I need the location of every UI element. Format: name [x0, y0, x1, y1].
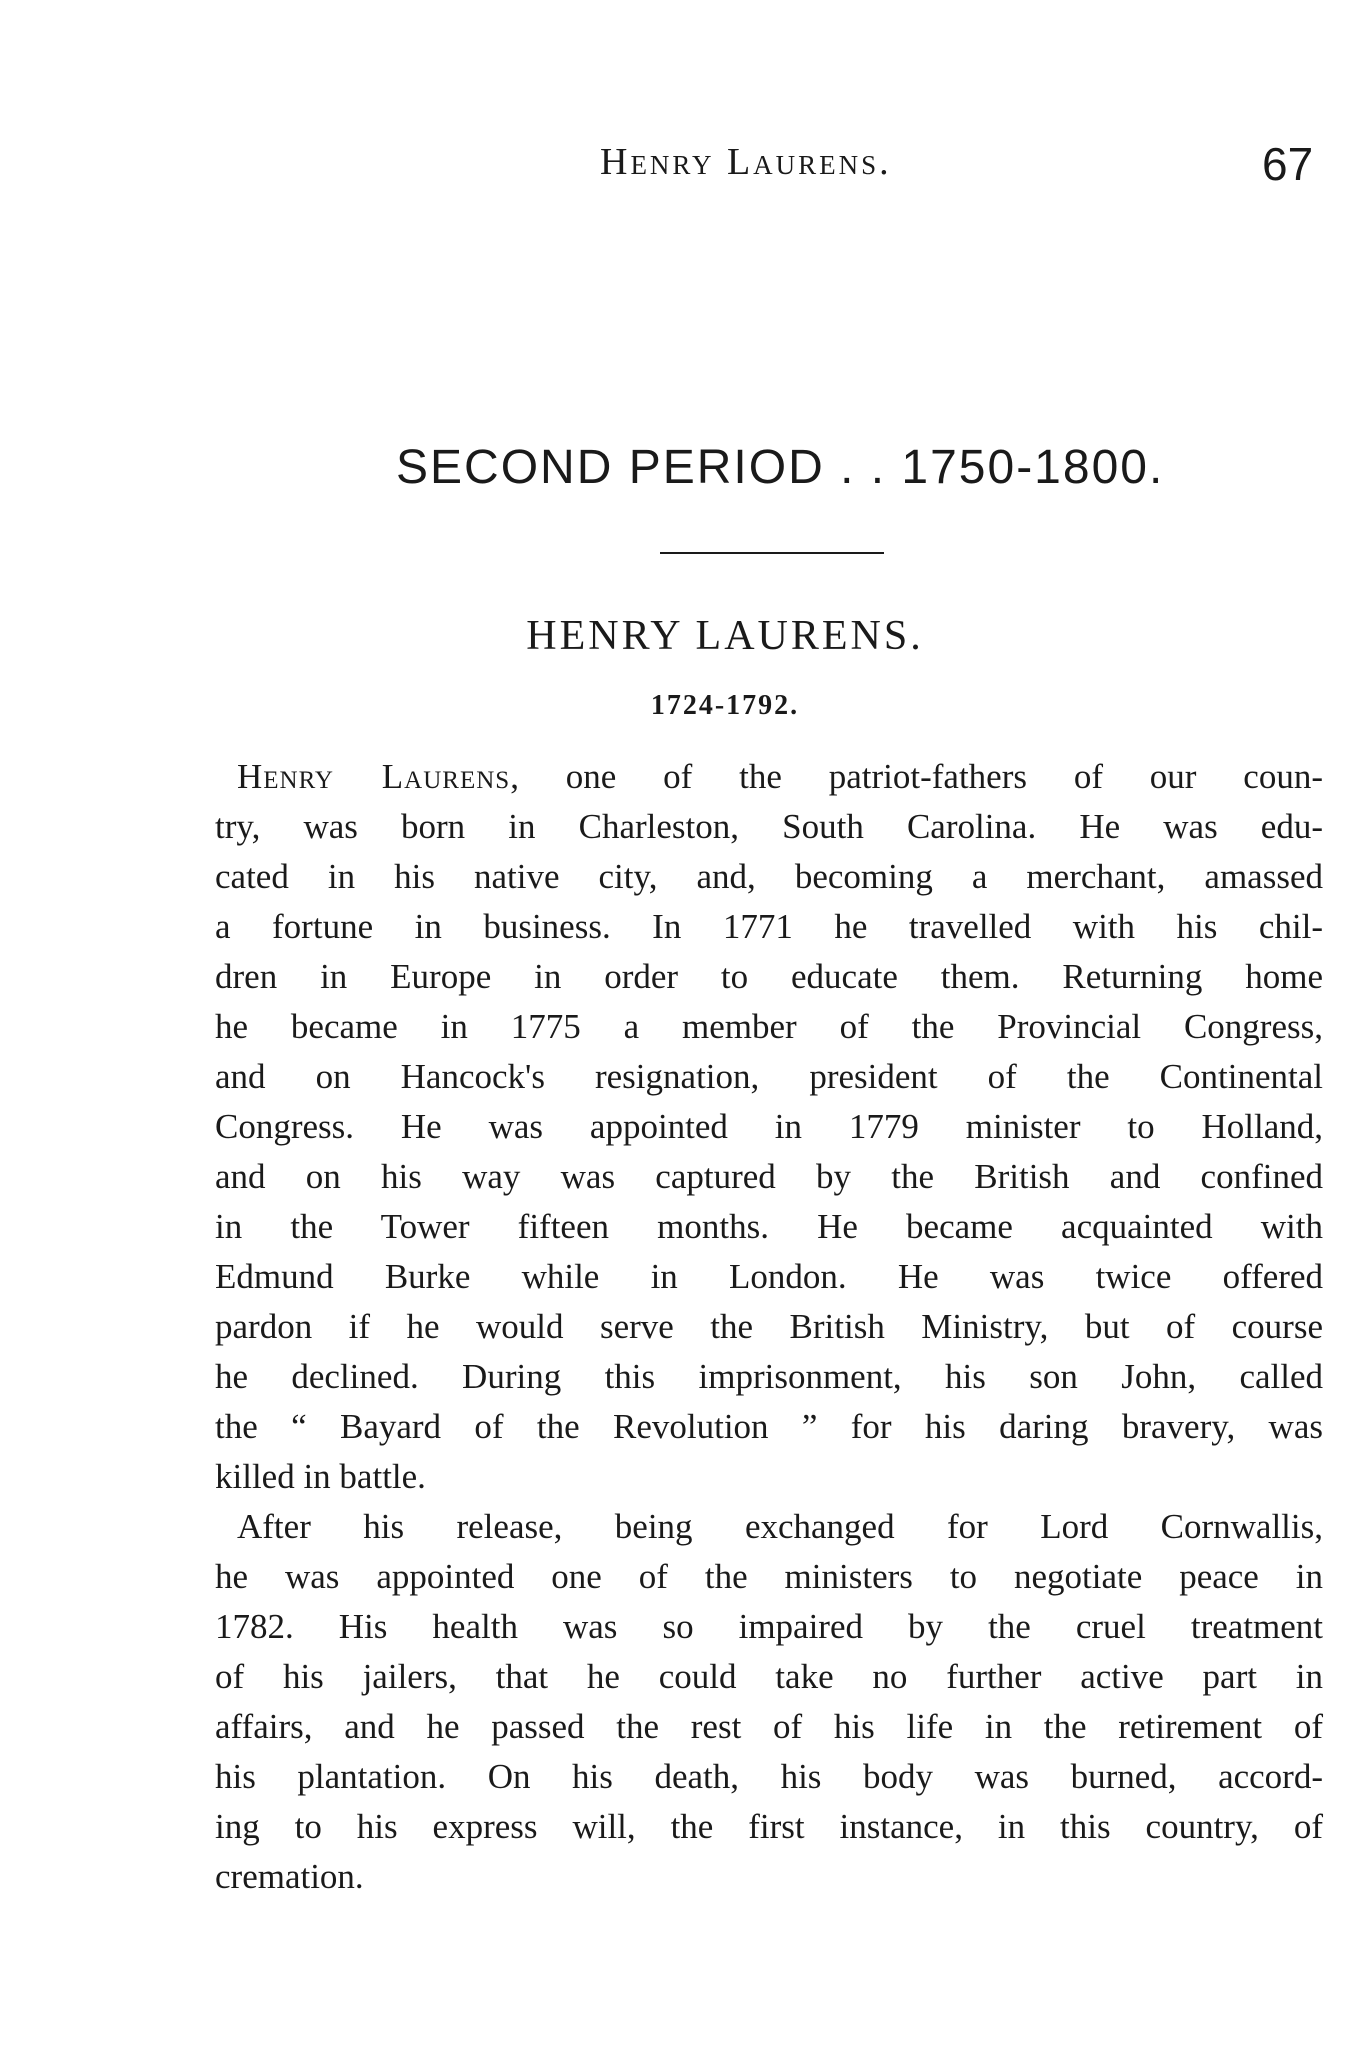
paragraph-1-line: he declined. During this imprisonment, his son John, called — [215, 1357, 1323, 1396]
first-line-rest: , one of the patriot-fathers of our coun- — [510, 757, 1323, 796]
paragraph-2-line: ing to his express will, the first instance, in this country, of — [215, 1807, 1323, 1846]
paragraph-2-line: 1782. His health was so impaired by the cruel treatment — [215, 1607, 1323, 1646]
paragraph-2-line: affairs, and he passed the rest of his life in the retirement of — [215, 1707, 1323, 1746]
paragraph-1-line: he became in 1775 a member of the Provincial Congress, — [215, 1007, 1323, 1046]
paragraph-1-line: dren in Europe in order to educate them. Returning home — [215, 957, 1323, 996]
paragraph-1-line: pardon if he would serve the British Ministry, but of course — [215, 1307, 1323, 1346]
paragraph-1-line: in the Tower fifteen months. He became acquainted with — [215, 1207, 1323, 1246]
paragraph-1-line: try, was born in Charleston, South Carolina. He was edu- — [215, 807, 1323, 846]
paragraph-2-line: he was appointed one of the ministers to negotiate peace in — [215, 1557, 1323, 1596]
biography-dates: 1724-1792. — [650, 690, 800, 721]
paragraph-2-line: After his release, being exchanged for Lord Cornwallis, — [237, 1507, 1323, 1546]
paragraph-2-line: cremation. — [215, 1857, 364, 1896]
paragraph-1-line: and on Hancock's resignation, president of the Continental — [215, 1057, 1323, 1096]
page-number: 67 — [1262, 138, 1314, 190]
period-heading: SECOND PERIOD . . 1750-1800. — [396, 441, 1165, 494]
section-divider-rule — [660, 552, 884, 554]
biography-title: HENRY LAURENS. — [526, 613, 924, 659]
paragraph-1-line-1 — [215, 752, 1323, 802]
paragraph-1-line: killed in battle. — [215, 1457, 426, 1496]
lead-name: Henry Laurens — [237, 757, 511, 796]
paragraph-1-line: a fortune in business. In 1771 he travelled with his chil- — [215, 907, 1323, 946]
paragraph-1-line: cated in his native city, and, becoming a merchant, amassed — [215, 857, 1323, 896]
paragraph-2-line: his plantation. On his death, his body was burned, accord- — [215, 1757, 1323, 1796]
paragraph-1-line: and on his way was captured by the British and confined — [215, 1157, 1323, 1196]
running-head-title: Henry Laurens. — [600, 141, 892, 183]
paragraph-1-line: Edmund Burke while in London. He was twice offered — [215, 1257, 1323, 1296]
biography-body — [215, 752, 1323, 1902]
paragraph-1-line: the “ Bayard of the Revolution ” for his daring bravery, was — [215, 1407, 1323, 1446]
paragraph-1-line: Congress. He was appointed in 1779 minister to Holland, — [215, 1107, 1323, 1146]
paragraph-2-line: of his jailers, that he could take no further active part in — [215, 1657, 1323, 1696]
